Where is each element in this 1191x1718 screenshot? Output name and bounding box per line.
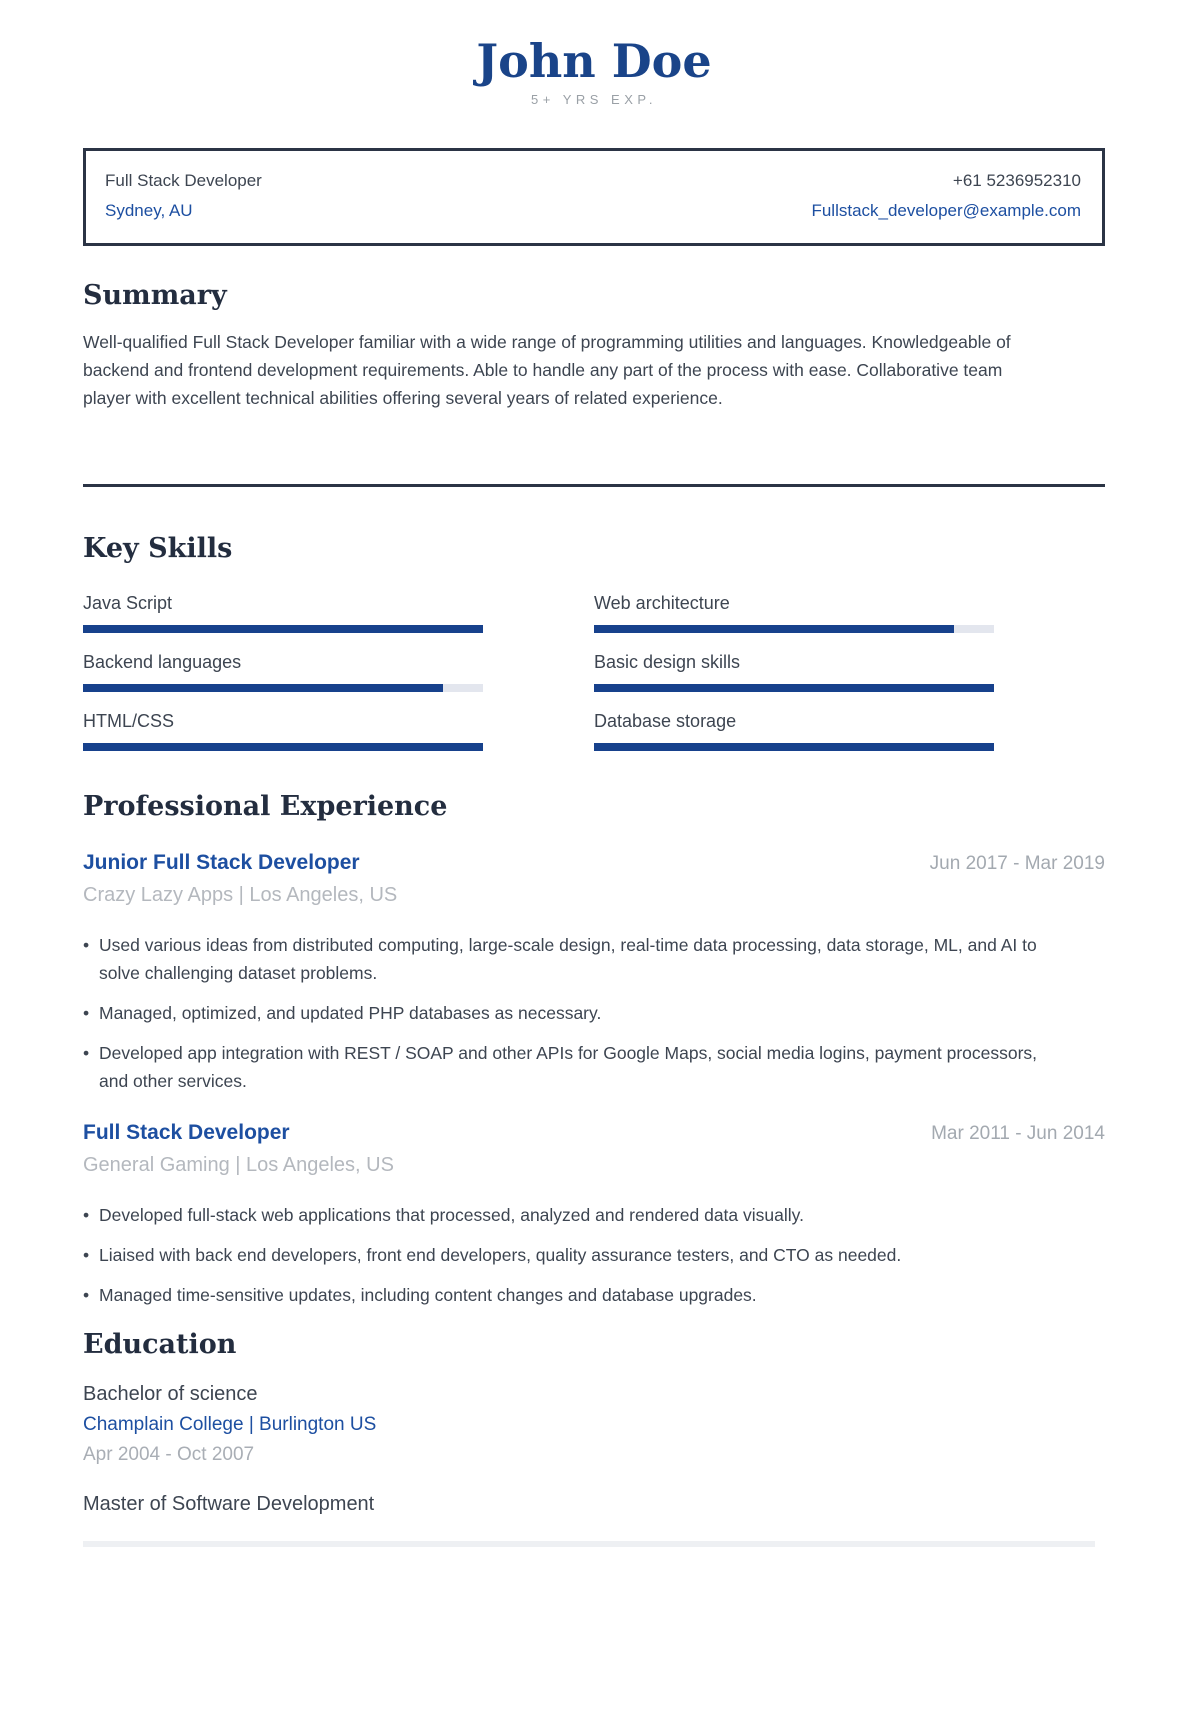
skill-bar-track [83, 743, 483, 751]
skill-item [83, 592, 483, 633]
bullet-item [83, 999, 1043, 1027]
skill-label: Basic design skills [594, 652, 741, 673]
skill-bar-track [594, 743, 994, 751]
section-divider [83, 484, 1105, 487]
skill-label: Database storage [594, 711, 737, 732]
contact-role: Full Stack Developer [105, 171, 262, 191]
contact-location: Sydney, AU [105, 201, 193, 221]
bullet-dot: • [83, 1003, 90, 1024]
education-school-link: Champlain College | Burlington US [83, 1414, 377, 1436]
skill-item [594, 710, 994, 751]
summary-text: Well-qualified Full Stack Developer familiar with a wide range of programming utilities and languages. Knowledgeable of backend and frontend development requirements. Able to handle any part of the process with ease. Collaborative team player with excellent technical abilities offering several years of related experience. [83, 332, 1011, 409]
skill-item [594, 651, 994, 692]
skill-bar-fill [594, 743, 994, 751]
skill-bar-track [83, 684, 483, 692]
job-title: Full Stack Developer [83, 1121, 290, 1145]
education-degree: Bachelor of science [83, 1383, 258, 1406]
key-skills-heading: Key Skills [83, 533, 233, 565]
bottom-divider [83, 1541, 1095, 1547]
experience-subtitle: 5+ YRS EXP. [531, 92, 657, 108]
job-company: Crazy Lazy Apps | Los Angeles, US [83, 884, 398, 907]
job-header [83, 1120, 1105, 1146]
bullet-item [83, 931, 1043, 987]
bullet-text: Used various ideas from distributed computing, large-scale design, real-time data processing, data storage, ML, and AI to solve challenging dataset problems. [99, 935, 1037, 984]
skill-item [594, 592, 994, 633]
skill-bar-fill [83, 684, 443, 692]
experience-heading: Professional Experience [83, 791, 448, 823]
contact-right-column [811, 166, 1081, 226]
skills-grid [83, 592, 1105, 769]
job-bullet-list [83, 1201, 1105, 1309]
candidate-name: John Doe [476, 34, 712, 88]
skill-item [83, 651, 483, 692]
skill-label: HTML/CSS [83, 711, 175, 732]
skill-bar-fill [83, 625, 483, 633]
contact-phone: +61 5236952310 [952, 171, 1081, 191]
job-entry [83, 850, 1105, 1095]
job-company: General Gaming | Los Angeles, US [83, 1154, 394, 1177]
skill-bar-fill [594, 684, 994, 692]
contact-email-link[interactable]: Fullstack_developer@example.com [811, 201, 1081, 221]
bullet-text: Developed app integration with REST / SOAP and other APIs for Google Maps, social media logins, payment processors, and other services. [99, 1043, 1038, 1092]
contact-box [83, 148, 1105, 246]
bullet-item [83, 1039, 1043, 1095]
job-title: Junior Full Stack Developer [83, 851, 360, 875]
skill-label: Java Script [83, 593, 173, 614]
bullet-text: Managed time-sensitive updates, including content changes and database upgrades. [99, 1285, 757, 1306]
bullet-dot: • [83, 1043, 90, 1064]
job-bullet-list [83, 931, 1105, 1095]
job-header [83, 850, 1105, 876]
bullet-item [83, 1281, 1043, 1309]
skill-item [83, 710, 483, 751]
resume-page [0, 34, 1191, 1547]
bullet-dot: • [83, 1285, 90, 1306]
bullet-text: Developed full-stack web applications that processed, analyzed and rendered data visually. [99, 1205, 804, 1226]
skill-bar-track [594, 684, 994, 692]
skill-bar-track [594, 625, 994, 633]
job-entry [83, 1120, 1105, 1309]
education-dates: Apr 2004 - Oct 2007 [83, 1444, 255, 1466]
bullet-text: Managed, optimized, and updated PHP databases as necessary. [99, 1003, 602, 1024]
bullet-item [83, 1201, 1043, 1229]
contact-left-column [105, 166, 262, 226]
job-dates: Mar 2011 - Jun 2014 [931, 1123, 1105, 1145]
skill-bar-track [83, 625, 483, 633]
bullet-dot: • [83, 1205, 90, 1226]
skill-label: Backend languages [83, 652, 242, 673]
summary-heading: Summary [83, 280, 227, 312]
education-degree-secondary: Master of Software Development [83, 1493, 375, 1516]
skill-bar-fill [594, 625, 954, 633]
bullet-dot: • [83, 1245, 90, 1266]
bullet-dot: • [83, 935, 90, 956]
bullet-item [83, 1241, 1043, 1269]
job-dates: Jun 2017 - Mar 2019 [929, 853, 1105, 875]
bullet-text: Liaised with back end developers, front end developers, quality assurance testers, and CTO as needed. [99, 1245, 902, 1266]
education-heading: Education [83, 1329, 237, 1361]
skill-label: Web architecture [594, 593, 730, 614]
skill-bar-fill [83, 743, 483, 751]
